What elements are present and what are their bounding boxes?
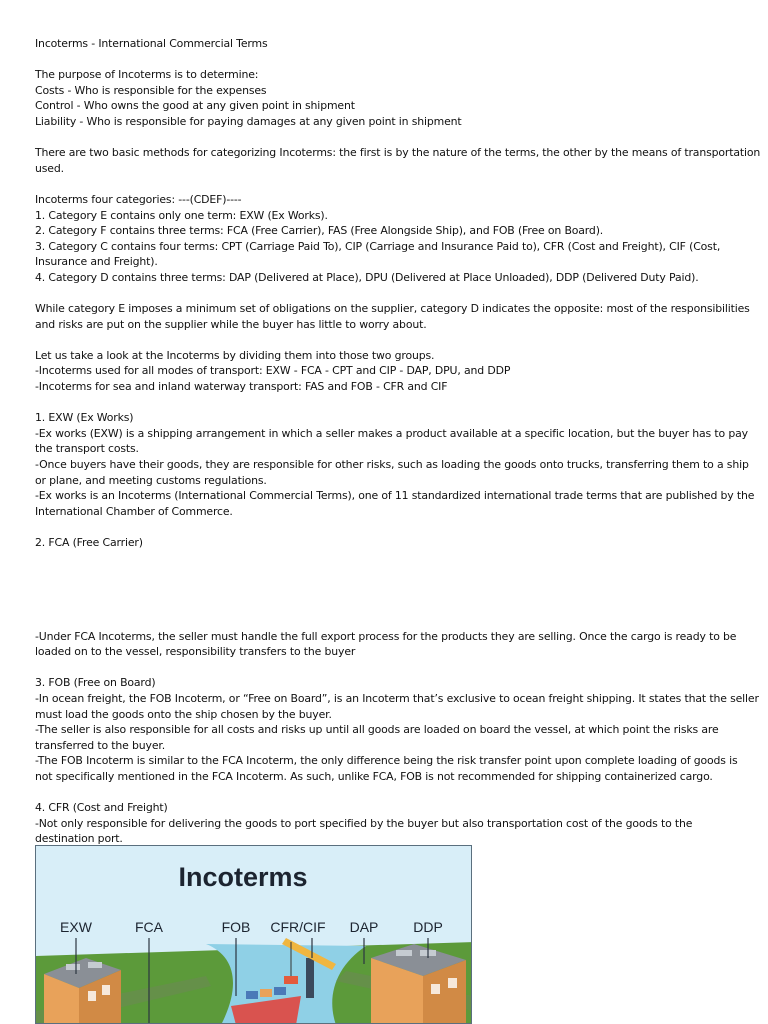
category-line: 2. Category F contains three terms: FCA (Free Carrier), FAS (Free Alongside Ship), and FOB (Free on Board). (35, 224, 604, 238)
document-title: Incoterms - International Commercial Terms (35, 37, 268, 50)
warehouse-right-icon (371, 944, 466, 1024)
groups-line: Let us take a look at the Incoterms by dividing them into those two groups. (35, 348, 435, 362)
exw-line: -Ex works is an Incoterms (International Commercial Terms), one of 11 standardized international trade terms that are published by the (35, 489, 755, 503)
document-body (35, 36, 761, 847)
fob-line: -The FOB Incoterm is similar to the FCA Incoterm, the only difference being the risk transfer point upon complete loading of goods is (35, 754, 738, 768)
label-cfr-cif: CFR/CIF (270, 919, 326, 935)
exw-line: or plane, and meeting customs regulations. (35, 473, 267, 487)
fca-line: -Under FCA Incoterms, the seller must handle the full export process for the products they are selling. Once the cargo is ready to be (35, 629, 737, 643)
purpose-line: Control - Who owns the good at any given point in shipment (35, 99, 355, 113)
cfr-heading: 4. CFR (Cost and Freight) (35, 801, 168, 815)
category-line: Insurance and Freight). (35, 255, 158, 269)
label-dap: DAP (349, 919, 379, 935)
methods-paragraph: used. (35, 161, 64, 175)
cfr-line: -Not only responsible for delivering the goods to port specified by the buyer but also transportation cost of the goods to the (35, 816, 693, 830)
purpose-intro: The purpose of Incoterms is to determine: (35, 68, 259, 82)
obligations-paragraph: While category E imposes a minimum set of obligations on the supplier, category D indicates the opposite: most of the responsibilities (35, 302, 750, 316)
label-exw: EXW (60, 919, 92, 935)
exw-line: International Chamber of Commerce. (35, 504, 233, 518)
category-line: 3. Category C contains four terms: CPT (Carriage Paid To), CIP (Carriage and Insurance Paid to), CFR (Cost and Freight), CIF (Cost, (35, 239, 721, 253)
fca-line: loaded on to the vessel, responsibility transfers to the buyer (35, 645, 356, 659)
exw-line: -Once buyers have their goods, they are responsible for other risks, such as loading the goods onto trucks, transferring them to a ship (35, 458, 749, 472)
category-line: 1. Category E contains only one term: EXW (Ex Works). (35, 208, 328, 222)
fob-line: -In ocean freight, the FOB Incoterm, or “Free on Board”, is an Incoterm that’s exclusive to ocean freight shipping. It states that the seller (35, 691, 759, 705)
label-fob: FOB (221, 919, 251, 935)
fob-line: not specifically mentioned in the FCA Incoterm. As such, unlike FCA, FOB is not recommended for shipping containerized cargo. (35, 769, 713, 783)
purpose-line: Costs - Who is responsible for the expenses (35, 83, 267, 97)
label-fca: FCA (135, 919, 163, 935)
incoterms-illustration (35, 845, 472, 1024)
cfr-line: destination port. (35, 832, 123, 846)
fob-line: must load the goods onto the ship chosen by the buyer. (35, 707, 332, 721)
groups-line: -Incoterms for sea and inland waterway transport: FAS and FOB - CFR and CIF (35, 380, 448, 394)
fob-heading: 3. FOB (Free on Board) (35, 676, 156, 690)
exw-line: -Ex works (EXW) is a shipping arrangement in which a seller makes a product available at a specific location, but the buyer has to pay (35, 426, 748, 440)
category-line: 4. Category D contains three terms: DAP (Delivered at Place), DPU (Delivered at Place Unloaded), DDP (Delivered Duty Paid). (35, 270, 699, 284)
fob-line: -The seller is also responsible for all costs and risks up until all goods are loaded on board the vessel, at which point the risks are (35, 723, 719, 737)
methods-paragraph: There are two basic methods for categorizing Incoterms: the first is by the nature of the terms, the other by the means of transportation (35, 146, 761, 160)
exw-line: the transport costs. (35, 442, 139, 456)
obligations-paragraph: and risks are put on the supplier while the buyer has little to worry about. (35, 317, 427, 331)
fob-line: transferred to the buyer. (35, 738, 166, 752)
label-ddp: DDP (413, 919, 443, 935)
exw-heading: 1. EXW (Ex Works) (35, 411, 134, 425)
purpose-line: Liability - Who is responsible for paying damages at any given point in shipment (35, 114, 462, 128)
fca-heading: 2. FCA (Free Carrier) (35, 536, 143, 549)
figure-title: Incoterms (178, 862, 308, 892)
groups-line: -Incoterms used for all modes of transport: EXW - FCA - CPT and CIP - DAP, DPU, and DDP (35, 364, 511, 378)
categories-heading: Incoterms four categories: ---(CDEF)---- (35, 192, 242, 206)
